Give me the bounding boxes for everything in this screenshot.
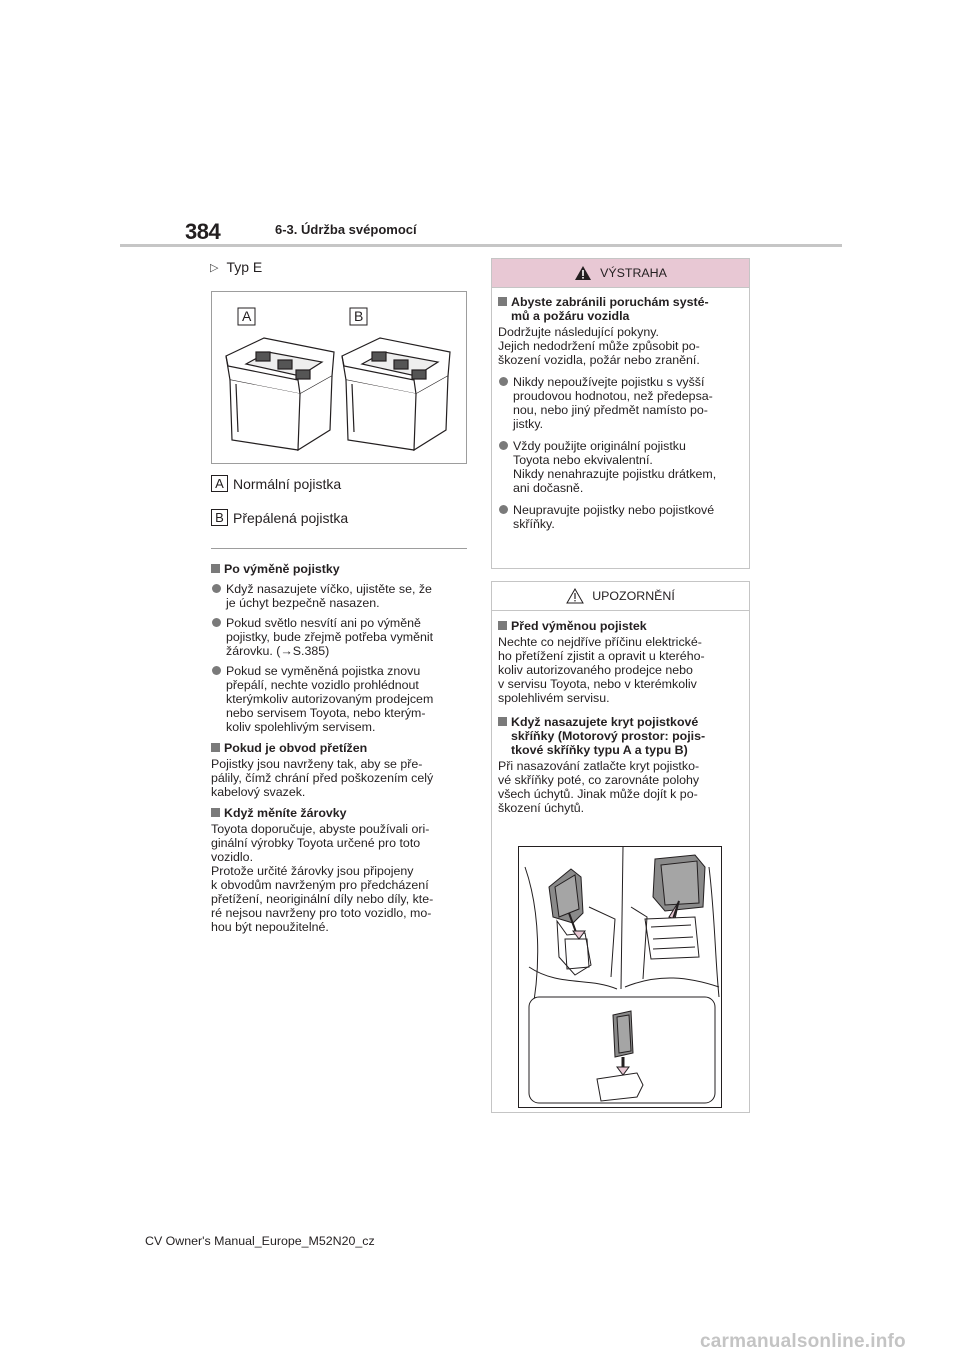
paragraph: Dodržujte následující pokyny. Jejich nedodržení může způsobit po- škození vozidla, požár nebo zranění.: [498, 325, 700, 367]
list-item: Pokud světlo nesvítí ani po výměně pojistky, bude zřejmě potřeba vyměnit žárovku. (→S.385): [211, 616, 469, 658]
triangle-right-icon: ▷: [210, 261, 219, 274]
left-column: [211, 555, 469, 934]
list-item: Pokud se vyměněná pojistka znovu přepálí, nechte vozidlo prohlédnout kterýmkoliv autorizovaným prodejcem nebo servisem Toyota, nebo kterým- koliv spolehlivým servisem.: [211, 664, 469, 734]
square-bullet-icon: [211, 564, 220, 573]
paragraph: Toyota doporučuje, abyste používali ori- ginální výrobky Toyota určené pro toto vozidlo. Protože určité žárovky jsou připojeny k obvodům navrženým pro předcházení přetížení, neoriginální díly nebo díly, kte- ré nejsou navrženy pro toto vozidlo, mo- hou být nepoužitelné.: [211, 822, 434, 934]
warning-box: [491, 258, 750, 569]
legend-text-b: Přepálená pojistka: [233, 509, 349, 526]
warning-body: [492, 288, 749, 531]
blown-fuse-drawing: [342, 338, 450, 450]
circle-bullet-icon: [212, 584, 221, 593]
square-bullet-icon: [498, 621, 507, 630]
type-heading-label: Typ E: [226, 259, 263, 275]
square-bullet-icon: [211, 743, 220, 752]
circle-bullet-icon: [499, 441, 508, 450]
list-item: Vždy použijte originální pojistku Toyota nebo ekvivalentní. Nikdy nenahrazujte pojistku drátkem, ani dočasně.: [498, 439, 744, 495]
caution-header: [492, 582, 749, 611]
paragraph: Při nasazování zatlačte kryt pojistko- vé skříňky poté, co zarovnáte polohy všech úchytů. Jinak může dojít k po- škození úchytů.: [498, 759, 700, 815]
square-bullet-icon: [498, 717, 507, 726]
caution-box: [491, 581, 750, 1113]
legend-tag-b: B: [211, 509, 228, 526]
type-heading: [210, 259, 262, 275]
circle-bullet-icon: [499, 505, 508, 514]
fuse-box-cover-illustration: [518, 846, 722, 1108]
circle-bullet-icon: [499, 377, 508, 386]
list-item: Neupravujte pojistky nebo pojistkové skříňky.: [498, 503, 744, 531]
circle-bullet-icon: [212, 666, 221, 675]
circle-bullet-icon: [212, 618, 221, 627]
subsection-heading: Abyste zabránili poruchám systé- mů a požáru vozidla: [498, 295, 744, 323]
figure-label-b: B: [354, 308, 364, 324]
figure-label-a: A: [242, 308, 252, 324]
section-title: 6-3. Údržba svépomocí: [275, 222, 417, 237]
subsection-heading: Když měníte žárovky: [211, 806, 469, 820]
subsection-heading: Když nasazujete kryt pojistkové skříňky (Motorový prostor: pojis- tkové skříňky typu A a typu B): [498, 715, 744, 757]
paragraph: Pojistky jsou navrženy tak, aby se pře- pálily, čímž chrání před poškozením celý kabelový svazek.: [211, 757, 434, 799]
page-number: 384: [185, 219, 221, 244]
legend-row-a: [211, 475, 341, 492]
warning-triangle-icon: [574, 265, 592, 281]
list-item: Když nasazujete víčko, ujistěte se, že je úchyt bezpečně nasazen.: [211, 582, 469, 610]
list-item: Nikdy nepoužívejte pojistku s vyšší proudovou hodnotou, než předepsa- nou, nebo jiný předmět namísto po- jistky.: [498, 375, 744, 431]
caution-triangle-icon: [566, 588, 584, 604]
watermark: carmanualsonline.info: [700, 1331, 906, 1352]
subsection-heading: Po výměně pojistky: [211, 562, 469, 576]
caution-title: UPOZORNĚNÍ: [592, 589, 675, 603]
paragraph: Nechte co nejdříve příčinu elektrické- ho přetížení zjistit a opravit u kterého- koliv autorizovaného prodejce nebo v servisu Toyota, nebo v kterémkoliv spolehlivém servisu.: [498, 635, 705, 705]
legend-text-a: Normální pojistka: [233, 475, 342, 492]
legend-row-b: [211, 509, 348, 526]
fuse-illustration: [211, 291, 467, 464]
warning-title: VÝSTRAHA: [600, 266, 667, 280]
warning-header: [492, 259, 749, 288]
square-bullet-icon: [211, 808, 220, 817]
normal-fuse-drawing: [226, 338, 334, 450]
square-bullet-icon: [498, 297, 507, 306]
section-divider: [211, 548, 467, 549]
header-divider: [120, 244, 842, 247]
subsection-heading: Před výměnou pojistek: [498, 619, 744, 633]
footer-text: CV Owner's Manual_Europe_M52N20_cz: [145, 1234, 375, 1248]
legend-tag-a: A: [211, 475, 228, 492]
subsection-heading: Pokud je obvod přetížen: [211, 741, 469, 755]
caution-body: [492, 611, 749, 815]
